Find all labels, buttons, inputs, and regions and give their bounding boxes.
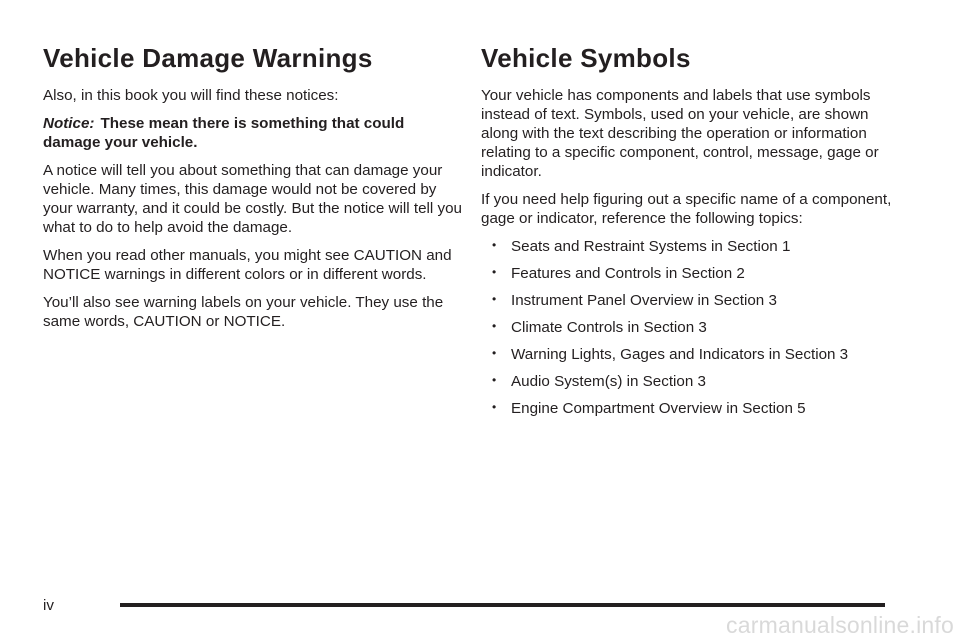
topic-text: Audio System(s) in Section 3	[511, 373, 706, 390]
list-item	[492, 318, 901, 337]
list-item	[492, 345, 901, 364]
right-column	[481, 40, 901, 426]
watermark: carmanualsonline.info	[726, 612, 954, 638]
list-item	[492, 399, 901, 418]
topic-text: Engine Compartment Overview in Section 5	[511, 400, 806, 417]
list-item	[492, 237, 901, 256]
vehicle-symbols-heading: Vehicle Symbols	[481, 43, 691, 73]
topic-text: Warning Lights, Gages and Indicators in Section 3	[511, 346, 849, 363]
topic-text: Climate Controls in Section 3	[511, 319, 707, 336]
page-number: iv	[43, 597, 54, 614]
footer-rule	[120, 603, 885, 607]
topic-text: Instrument Panel Overview in Section 3	[511, 292, 777, 309]
other-manuals-paragraph: When you read other manuals, you might see CAUTION and NOTICE warnings in different colors or in different words.	[43, 247, 452, 283]
bullet-icon: •	[492, 373, 497, 387]
vehicle-damage-warnings-heading: Vehicle Damage Warnings	[43, 43, 373, 73]
bullet-icon: •	[492, 400, 497, 414]
symbols-intro-paragraph: Your vehicle has components and labels that use symbols instead of text. Symbols, used on your vehicle, are shown along with the text describing the operation or information relating to a specific component, control, message, gage or indicator.	[481, 87, 879, 180]
bullet-icon: •	[492, 346, 497, 360]
bullet-icon: •	[492, 265, 497, 279]
bullet-icon: •	[492, 292, 497, 306]
topic-text: Features and Controls in Section 2	[511, 265, 745, 282]
list-item	[492, 372, 901, 391]
notice-label: Notice:	[43, 115, 95, 132]
warning-labels-paragraph: You’ll also see warning labels on your vehicle. They use the same words, CAUTION or NOTICE.	[43, 294, 444, 330]
bullet-icon: •	[492, 238, 497, 252]
list-item	[492, 264, 901, 283]
list-item	[492, 291, 901, 310]
notice-text: These mean there is something that could damage your vehicle.	[43, 115, 405, 151]
left-column	[43, 40, 463, 340]
topic-text: Seats and Restraint Systems in Section 1	[511, 238, 791, 255]
topics-list	[481, 237, 901, 418]
notice-paragraph	[43, 114, 463, 152]
topics-intro-paragraph: If you need help figuring out a specific name of a component, gage or indicator, reference the following topics:	[481, 191, 892, 227]
notice-explanation-paragraph: A notice will tell you about something that can damage your vehicle. Many times, this damage would not be covered by your warranty, and it could be costly. But the notice will tell you what to do to help avoid the damage.	[43, 162, 462, 236]
intro-paragraph: Also, in this book you will find these notices:	[43, 87, 339, 104]
bullet-icon: •	[492, 319, 497, 333]
